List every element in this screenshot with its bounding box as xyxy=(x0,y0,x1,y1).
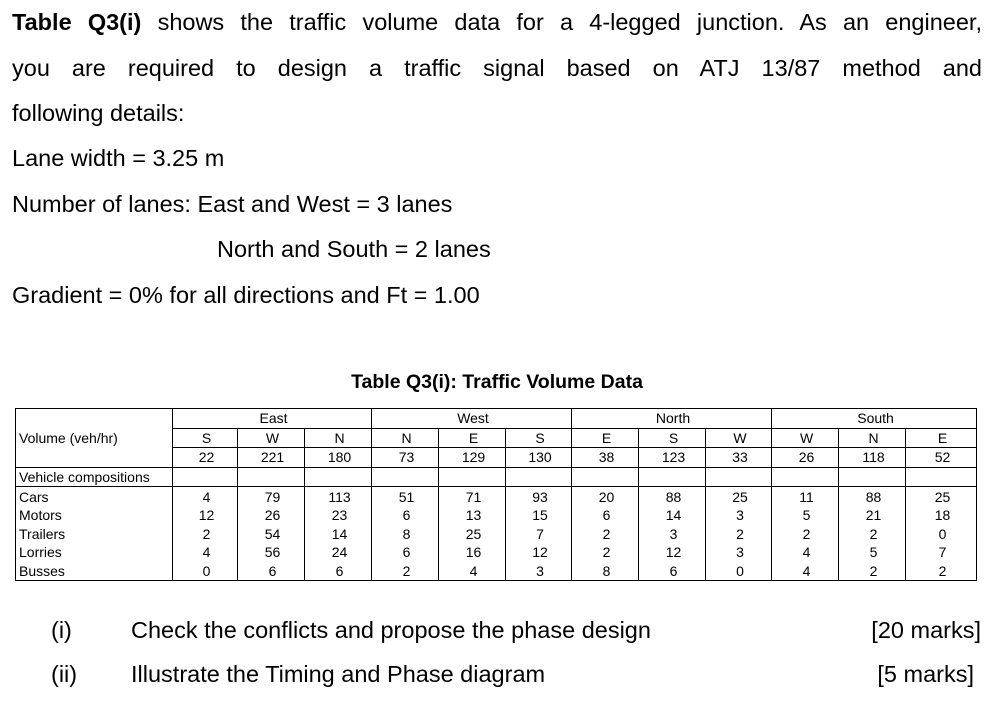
data-cell: 3 xyxy=(639,525,706,544)
data-cell: 2 xyxy=(706,525,772,544)
data-cell: 88 xyxy=(839,487,906,506)
volume-cell: 22 xyxy=(173,448,238,468)
data-cell: 6 xyxy=(372,506,439,525)
movement-cell: N xyxy=(305,428,372,448)
volume-label: Volume (veh/hr) xyxy=(16,428,173,448)
question-text: Check the conflicts and propose the phase design xyxy=(131,617,651,643)
data-cell: 2 xyxy=(572,543,639,562)
volume-cell: 130 xyxy=(506,448,572,468)
movement-cell: S xyxy=(173,428,238,448)
question-marks: [20 marks] xyxy=(871,617,981,643)
movement-cell: W xyxy=(706,428,772,448)
movement-cell: E xyxy=(572,428,639,448)
data-cell: 8 xyxy=(372,525,439,544)
data-cell: 15 xyxy=(506,506,572,525)
table-caption: Table Q3(i): Traffic Volume Data xyxy=(351,371,643,393)
movement-cell: E xyxy=(906,428,977,448)
compositions-label: Vehicle compositions xyxy=(16,467,173,487)
volume-cell: 180 xyxy=(305,448,372,468)
data-cell: 2 xyxy=(173,525,238,544)
intro-line-3: following details: xyxy=(12,100,185,126)
data-cell: 12 xyxy=(639,543,706,562)
data-cell: 13 xyxy=(439,506,506,525)
volume-cell: 26 xyxy=(772,448,839,468)
volume-row xyxy=(16,448,977,468)
data-cell: 6 xyxy=(639,562,706,581)
question-marks: [5 marks] xyxy=(877,661,974,687)
data-cell: 21 xyxy=(839,506,906,525)
data-cell: 0 xyxy=(706,562,772,581)
data-cell: 2 xyxy=(839,525,906,544)
row-label: Cars xyxy=(16,487,173,506)
data-cell: 3 xyxy=(706,506,772,525)
movement-cell: N xyxy=(372,428,439,448)
data-cell: 4 xyxy=(439,562,506,581)
data-cell: 0 xyxy=(173,562,238,581)
data-cell: 113 xyxy=(305,487,372,506)
data-cell: 7 xyxy=(506,525,572,544)
data-cell: 2 xyxy=(572,525,639,544)
data-cell: 6 xyxy=(238,562,305,581)
data-cell: 2 xyxy=(772,525,839,544)
row-label: Motors xyxy=(16,506,173,525)
data-cell: 14 xyxy=(305,525,372,544)
header-corner xyxy=(16,409,173,429)
data-cell: 56 xyxy=(238,543,305,562)
movement-cell: S xyxy=(639,428,706,448)
data-cell: 71 xyxy=(439,487,506,506)
gradient: Gradient = 0% for all directions and Ft = 1.00 xyxy=(12,282,480,308)
volume-cell: 73 xyxy=(372,448,439,468)
data-cell: 18 xyxy=(906,506,977,525)
intro-line-1-text: shows the traffic volume data for a 4-legged junction. As an engineer, xyxy=(141,9,982,35)
data-cell: 26 xyxy=(238,506,305,525)
movement-cell: W xyxy=(238,428,305,448)
data-cell: 6 xyxy=(372,543,439,562)
data-cell: 12 xyxy=(506,543,572,562)
data-cell: 93 xyxy=(506,487,572,506)
data-cell: 51 xyxy=(372,487,439,506)
volume-cell: 38 xyxy=(572,448,639,468)
approach-north: North xyxy=(572,409,772,429)
composition-row-lorries xyxy=(16,543,977,562)
data-cell: 5 xyxy=(772,506,839,525)
question-text: Illustrate the Timing and Phase diagram xyxy=(131,661,546,687)
data-cell: 88 xyxy=(639,487,706,506)
data-cell: 2 xyxy=(372,562,439,581)
composition-row-motors xyxy=(16,506,977,525)
data-cell: 2 xyxy=(906,562,977,581)
data-cell: 25 xyxy=(706,487,772,506)
data-cell: 0 xyxy=(906,525,977,544)
approach-east: East xyxy=(173,409,372,429)
data-cell: 6 xyxy=(305,562,372,581)
volume-cell: 123 xyxy=(639,448,706,468)
volume-cell: 221 xyxy=(238,448,305,468)
lanes-north-south: North and South = 2 lanes xyxy=(217,236,491,262)
data-cell: 11 xyxy=(772,487,839,506)
data-cell: 3 xyxy=(506,562,572,581)
data-cell: 3 xyxy=(706,543,772,562)
data-cell: 23 xyxy=(305,506,372,525)
table-reference: Table Q3(i) xyxy=(12,9,142,35)
data-cell: 7 xyxy=(906,543,977,562)
approach-south: South xyxy=(772,409,977,429)
row-label: Trailers xyxy=(16,525,173,544)
intro-line-2: you are required to design a traffic signal based on ATJ 13/87 method and xyxy=(12,55,982,81)
data-cell: 25 xyxy=(439,525,506,544)
traffic-volume-table xyxy=(15,408,977,581)
data-cell: 4 xyxy=(173,487,238,506)
approach-header-row xyxy=(16,409,977,429)
data-cell: 5 xyxy=(839,543,906,562)
data-cell: 4 xyxy=(772,543,839,562)
approach-west: West xyxy=(372,409,572,429)
data-cell: 4 xyxy=(173,543,238,562)
volume-cell: 33 xyxy=(706,448,772,468)
lanes-east-west: Number of lanes: East and West = 3 lanes xyxy=(12,191,453,217)
movement-cell: E xyxy=(439,428,506,448)
data-cell: 8 xyxy=(572,562,639,581)
data-cell: 16 xyxy=(439,543,506,562)
intro-line-1 xyxy=(12,7,982,37)
movement-cell: W xyxy=(772,428,839,448)
question-number: (i) xyxy=(51,617,72,643)
row-label: Lorries xyxy=(16,543,173,562)
data-cell: 14 xyxy=(639,506,706,525)
movement-cell: S xyxy=(506,428,572,448)
row-label: Busses xyxy=(16,562,173,581)
volume-cell: 52 xyxy=(906,448,977,468)
composition-row-cars xyxy=(16,487,977,506)
volume-cell: 129 xyxy=(439,448,506,468)
movement-row xyxy=(16,428,977,448)
data-cell: 79 xyxy=(238,487,305,506)
data-cell: 20 xyxy=(572,487,639,506)
data-cell: 4 xyxy=(772,562,839,581)
data-cell: 24 xyxy=(305,543,372,562)
data-cell: 6 xyxy=(572,506,639,525)
lane-width: Lane width = 3.25 m xyxy=(12,145,225,171)
volume-cell: 118 xyxy=(839,448,906,468)
data-cell: 12 xyxy=(173,506,238,525)
volume-label-spacer xyxy=(16,448,173,468)
question-number: (ii) xyxy=(51,661,78,687)
movement-cell: N xyxy=(839,428,906,448)
data-cell: 54 xyxy=(238,525,305,544)
data-cell: 25 xyxy=(906,487,977,506)
data-cell: 2 xyxy=(839,562,906,581)
composition-row-trailers xyxy=(16,525,977,544)
composition-row-busses xyxy=(16,562,977,581)
compositions-header-row xyxy=(16,467,977,487)
